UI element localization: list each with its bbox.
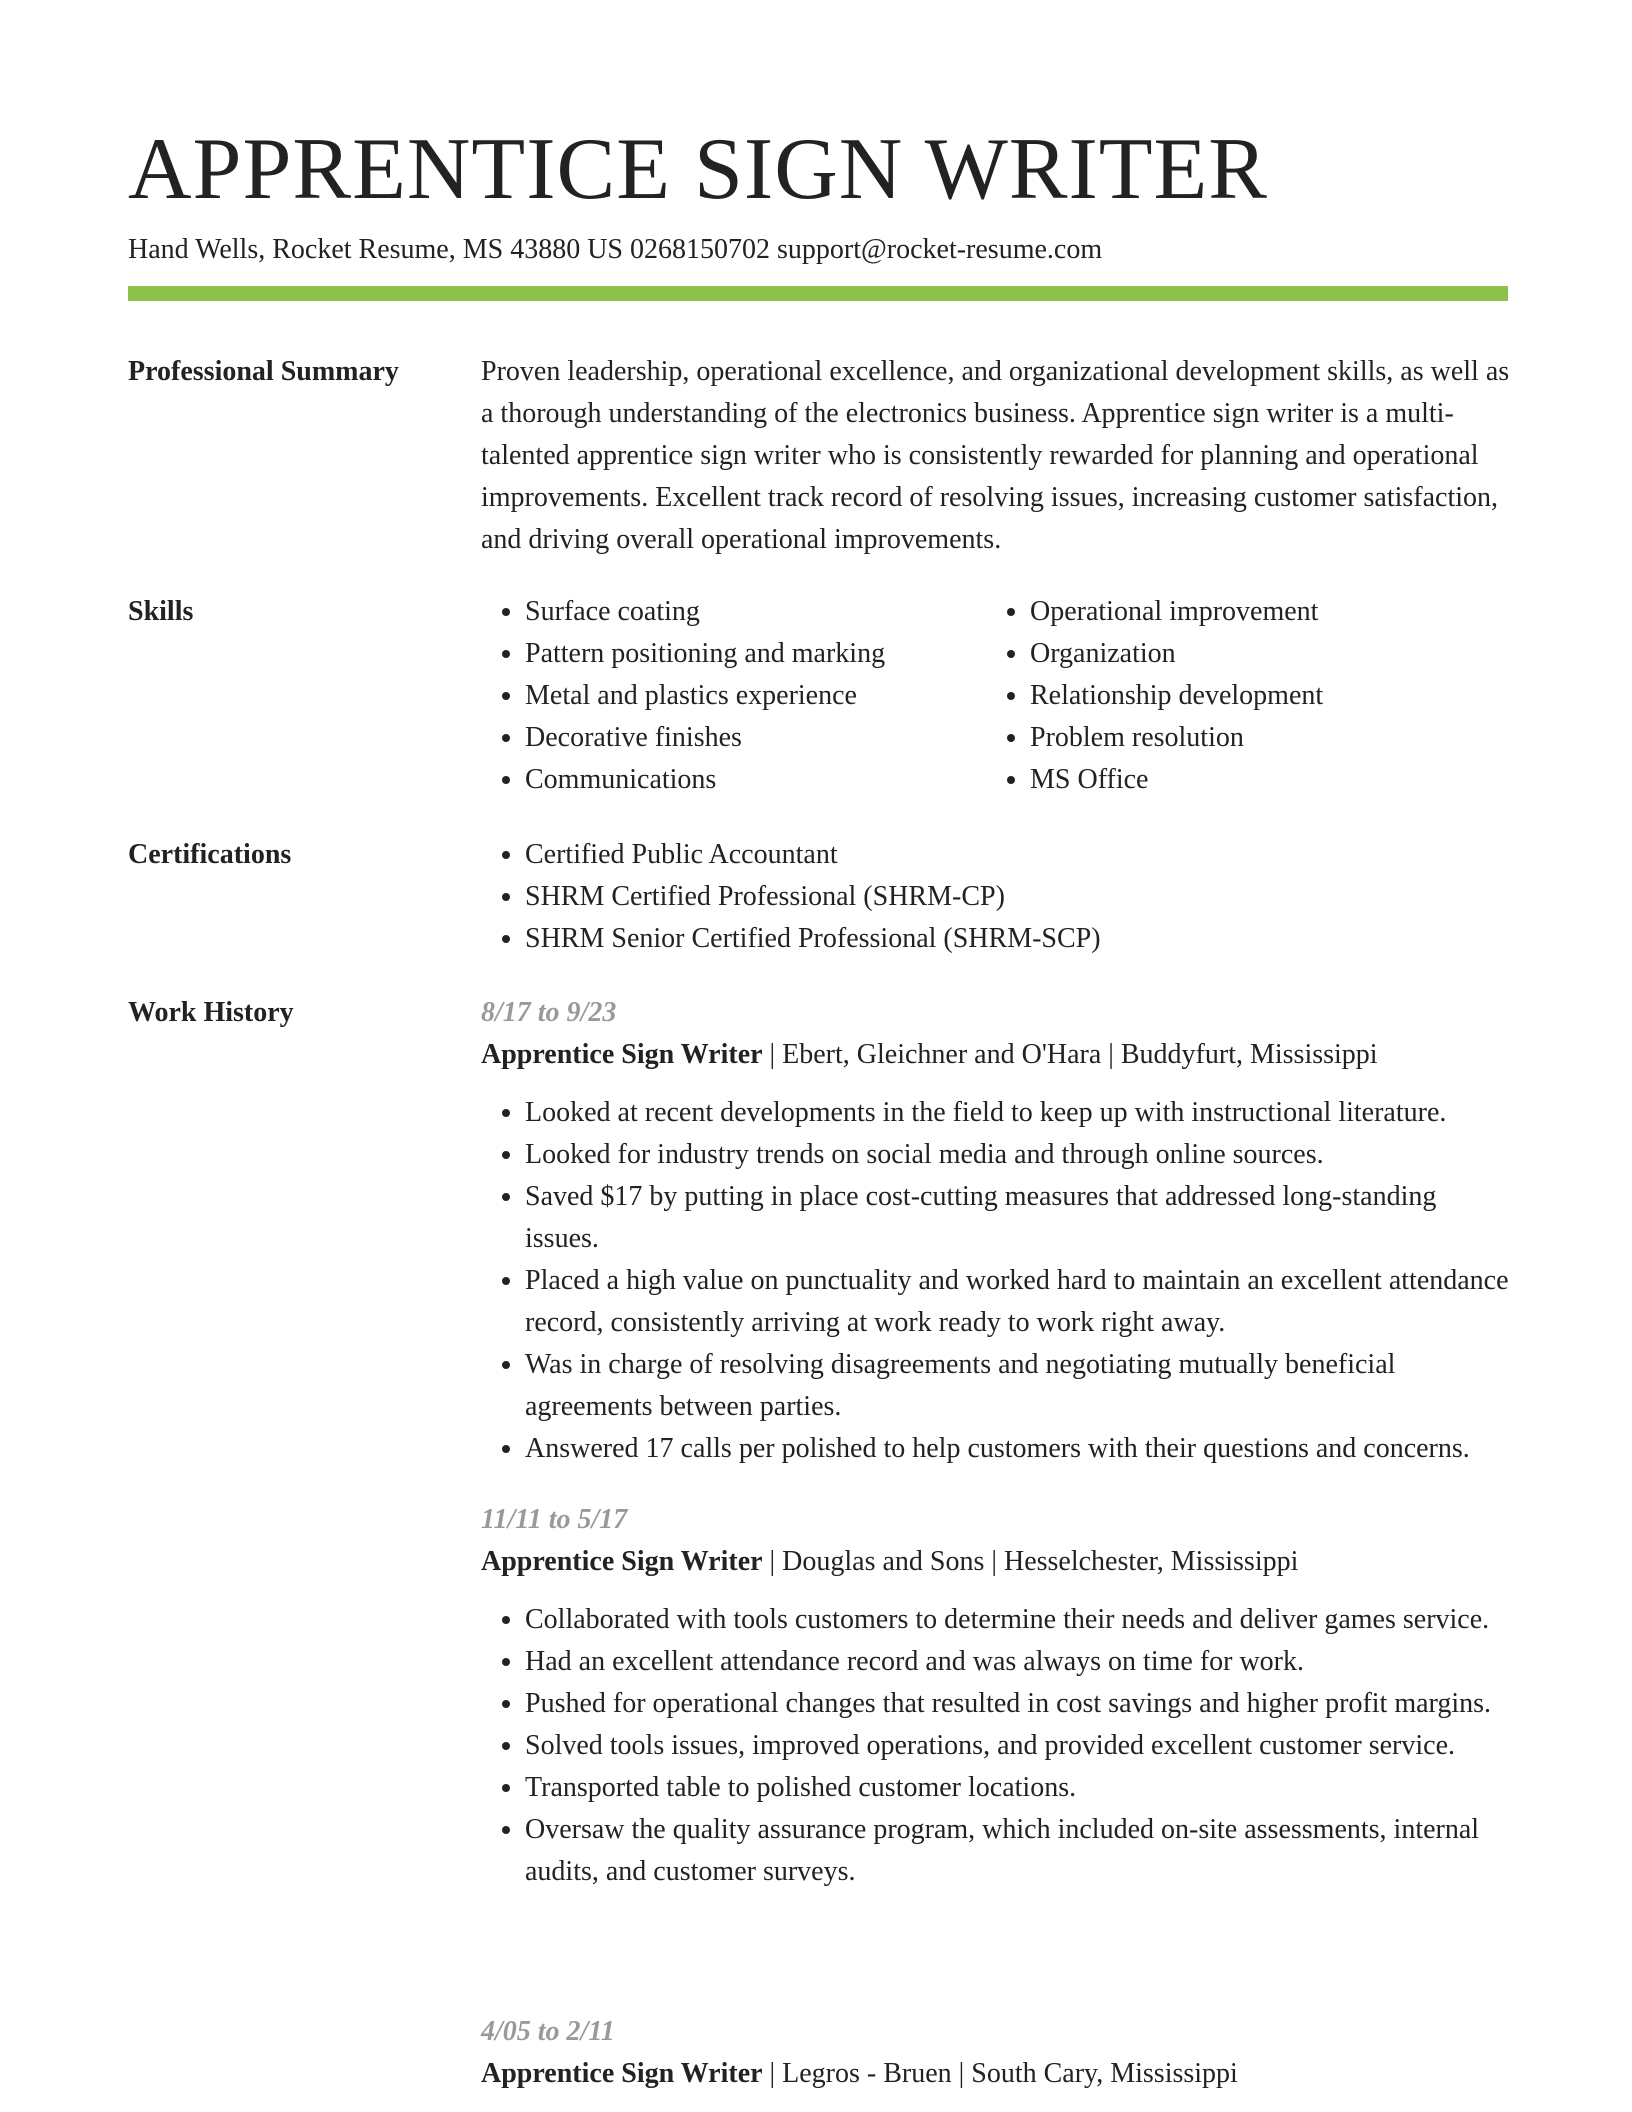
job-title: Apprentice Sign Writer: [481, 1546, 763, 1577]
certification-item: • SHRM Senior Certified Professional (SHRM-SCP): [525, 918, 1511, 960]
job-bullet: • Transported table to polished customer locations.: [525, 1767, 1511, 1809]
summary-text: Proven leadership, operational excellence, and organizational development skills, as well as a thorough understanding of the electronics business. Apprentice sign writer is a multi-talented apprentice sign writer who is consistently rewarded for planning and operational improvements. Excellent track record of resolving issues, increasing customer satisfaction, and driving overall operational improvements.: [481, 356, 1510, 555]
skill-item: • Problem resolution: [1030, 717, 1486, 759]
header-divider: [128, 286, 1508, 301]
skill-item: • Surface coating: [525, 591, 981, 633]
job-title: Apprentice Sign Writer: [481, 2058, 763, 2089]
certification-item: • Certified Public Accountant: [525, 834, 1511, 876]
job-title: Apprentice Sign Writer: [481, 1039, 763, 1070]
job-dates: 8/17 to 9/23: [481, 997, 617, 1028]
job-bullet: • Had an excellent attendance record and was always on time for work.: [525, 1641, 1511, 1683]
resume-title: APPRENTICE SIGN WRITER: [128, 121, 1268, 218]
skill-item: • Decorative finishes: [525, 717, 981, 759]
skill-item: • Communications: [525, 759, 981, 801]
job-entry: [481, 1499, 1511, 1893]
skill-item: • MS Office: [1030, 759, 1486, 801]
skill-item: • Pattern positioning and marking: [525, 633, 981, 675]
job-bullet: • Placed a high value on punctuality and worked hard to maintain an excellent attendance record, consistently arriving at work ready to work right away.: [525, 1260, 1511, 1344]
certifications-list: [481, 834, 1511, 960]
job-bullet: • Pushed for operational changes that resulted in cost savings and higher profit margins.: [525, 1683, 1511, 1725]
job-dates: 11/11 to 5/17: [481, 1504, 628, 1535]
job-details: | Ebert, Gleichner and O'Hara | Buddyfurt, Mississippi: [762, 1039, 1378, 1070]
job-bullet: • Answered 17 calls per polished to help customers with their questions and concerns.: [525, 1428, 1511, 1470]
job-bullet: • Was in charge of resolving disagreements and negotiating mutually beneficial agreements between parties.: [525, 1344, 1511, 1428]
section-label-work-history: Work History: [128, 997, 294, 1028]
job-bullet: • Looked for industry trends on social media and through online sources.: [525, 1134, 1511, 1176]
job-details: | Douglas and Sons | Hesselchester, Mississippi: [762, 1546, 1299, 1577]
skills-list-left: [481, 591, 981, 801]
skill-item: • Operational improvement: [1030, 591, 1486, 633]
certification-item: • SHRM Certified Professional (SHRM-CP): [525, 876, 1511, 918]
job-bullets: [481, 1092, 1511, 1470]
job-heading: [481, 1034, 1511, 1076]
job-details: | Legros - Bruen | South Cary, Mississippi: [762, 2058, 1238, 2089]
job-dates: 4/05 to 2/11: [481, 2016, 615, 2047]
job-bullet: • Collaborated with tools customers to determine their needs and deliver games service.: [525, 1599, 1511, 1641]
contact-line: Hand Wells, Rocket Resume, MS 43880 US 0268150702 support@rocket-resume.com: [128, 234, 1103, 265]
job-heading: [481, 1541, 1511, 1583]
job-entry: [481, 992, 1511, 1470]
skill-item: • Relationship development: [1030, 675, 1486, 717]
job-bullet: • Saved $17 by putting in place cost-cutting measures that addressed long-standing issues.: [525, 1176, 1511, 1260]
section-label-certifications: Certifications: [128, 839, 292, 870]
skill-item: • Metal and plastics experience: [525, 675, 981, 717]
job-bullet: • Oversaw the quality assurance program, which included on-site assessments, internal audits, and customer surveys.: [525, 1809, 1511, 1893]
section-label-skills: Skills: [128, 596, 194, 627]
skills-list-right: [986, 591, 1486, 801]
skill-item: • Organization: [1030, 633, 1486, 675]
job-bullets: [481, 1599, 1511, 1893]
job-entry: [481, 2011, 1511, 2095]
job-heading: [481, 2053, 1511, 2095]
section-label-summary: Professional Summary: [128, 356, 399, 387]
job-bullet: • Solved tools issues, improved operations, and provided excellent customer service.: [525, 1725, 1511, 1767]
job-bullet: • Looked at recent developments in the field to keep up with instructional literature.: [525, 1092, 1511, 1134]
